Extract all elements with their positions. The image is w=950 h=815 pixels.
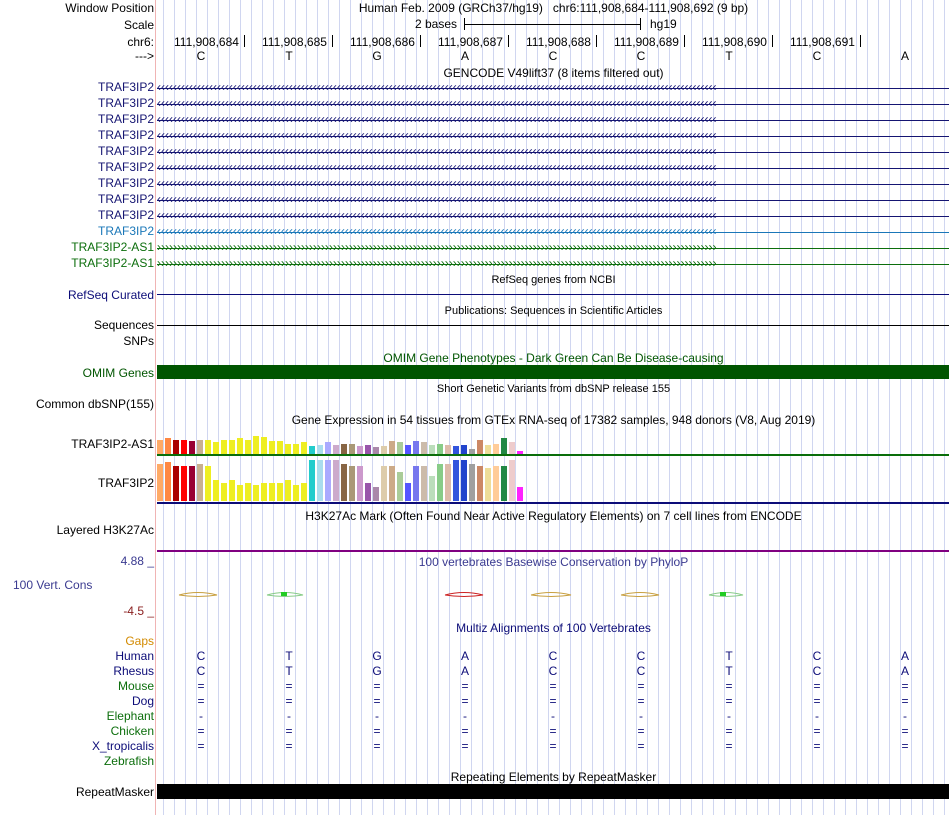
gtex-tissue-bar[interactable] [477, 440, 483, 454]
gtex-tissue-bar[interactable] [501, 466, 507, 501]
gtex-tissue-bar[interactable] [301, 442, 307, 454]
gtex-tissue-bar[interactable] [237, 485, 243, 501]
species-label[interactable]: X_tropicalis [91, 739, 154, 753]
aligned-base: C [196, 664, 206, 678]
aligned-base: - [375, 709, 379, 723]
gtex-tissue-bar[interactable] [333, 460, 339, 501]
sequences-track-line [157, 325, 949, 326]
gtex-tissue-bar[interactable] [253, 436, 259, 454]
gtex-tissue-bar[interactable] [221, 440, 227, 454]
gtex-tissue-bar[interactable] [293, 444, 299, 454]
gtex-tissue-bar[interactable] [213, 442, 219, 454]
position-tick [332, 35, 333, 47]
gtex-tissue-bar[interactable] [285, 444, 291, 454]
aligned-base: = [813, 679, 821, 693]
gtex-tissue-bar[interactable] [517, 487, 523, 501]
aligned-base: T [285, 664, 293, 678]
position-tick [596, 35, 597, 47]
aligned-base: = [461, 724, 469, 738]
gtex-tissue-bar[interactable] [421, 466, 427, 501]
aligned-base: - [551, 709, 555, 723]
aligned-base: = [285, 724, 293, 738]
gtex-tissue-bar[interactable] [237, 438, 243, 454]
gtex-tissue-bar[interactable] [357, 446, 363, 454]
gtex-tissue-bar[interactable] [445, 464, 451, 501]
strand-label: ---> [135, 49, 154, 63]
aligned-base: = [901, 694, 909, 708]
gtex-tissue-bar[interactable] [453, 446, 459, 454]
gencode-transcript[interactable] [157, 97, 949, 111]
omim-label[interactable]: OMIM Genes [82, 366, 154, 380]
gtex-tissue-bar[interactable] [429, 476, 435, 501]
aligned-base: = [373, 679, 381, 693]
aligned-base: - [199, 709, 203, 723]
aligned-base: A [460, 649, 469, 663]
aligned-base: C [812, 664, 822, 678]
h3k27ac-track-line [157, 550, 949, 552]
scale-tick-right [640, 18, 641, 30]
gencode-row-label[interactable]: TRAF3IP2 [97, 128, 154, 142]
gencode-row-label[interactable]: TRAF3IP2 [97, 160, 154, 174]
reverse-strand-arrows: ‹‹‹‹‹‹‹‹‹‹‹‹‹‹‹‹‹‹‹‹‹‹‹‹‹‹‹‹‹‹‹‹‹‹‹‹‹‹‹‹‹‹‹‹‹‹‹‹‹‹‹‹‹‹‹‹‹‹‹‹‹‹‹‹‹‹‹‹‹‹‹‹‹‹‹‹‹‹‹‹‹‹‹‹‹‹‹‹‹‹‹‹‹‹‹‹‹‹‹‹‹‹‹‹‹‹‹‹‹‹‹‹‹‹‹‹‹‹‹‹‹‹‹‹‹‹‹‹‹‹‹‹‹‹‹‹‹‹‹‹ [157, 193, 717, 206]
reference-base: C [548, 49, 558, 63]
species-label[interactable]: Mouse [117, 679, 154, 693]
aligned-base: = [813, 739, 821, 753]
gtex-tissue-bar[interactable] [277, 483, 283, 501]
position-tick-label: 111,908,690 [702, 35, 767, 49]
publications-title[interactable]: Publications: Sequences in Scientific Articles [444, 305, 663, 317]
aligned-base: = [901, 739, 909, 753]
reference-base: C [636, 49, 646, 63]
label-separator [155, 0, 156, 815]
gtex-tissue-bar[interactable] [349, 444, 355, 454]
gtex-tissue-bar[interactable] [181, 466, 187, 501]
gencode-row-label[interactable]: TRAF3IP2 [97, 112, 154, 126]
gtex-tissue-bar[interactable] [437, 444, 443, 454]
repeatmasker-label[interactable]: RepeatMasker [75, 785, 154, 799]
aligned-base: = [373, 739, 381, 753]
gtex-tissue-bar[interactable] [437, 464, 443, 501]
gencode-transcript[interactable] [157, 225, 949, 239]
aligned-base: = [725, 679, 733, 693]
aligned-base: = [285, 694, 293, 708]
chrom-label: chr6: [127, 35, 154, 49]
gtex-tissue-bar[interactable] [405, 483, 411, 501]
species-label[interactable]: Zebrafish [103, 754, 154, 768]
gtex-tissue-bar[interactable] [381, 466, 387, 501]
aligned-base: - [463, 709, 467, 723]
gtex-tissue-bar[interactable] [341, 444, 347, 454]
aligned-base: T [725, 649, 733, 663]
aligned-base: C [548, 649, 558, 663]
aligned-base: = [461, 679, 469, 693]
position-tick-label: 111,908,688 [526, 35, 591, 49]
position-tick [244, 35, 245, 47]
gtex-tissue-bar[interactable] [397, 442, 403, 454]
gtex-tissue-bar[interactable] [469, 464, 475, 501]
h3k27ac-title[interactable]: H3K27Ac Mark (Often Found Near Active Regulatory Elements) on 7 cell lines from ENCODE [305, 509, 802, 523]
species-label[interactable]: Chicken [110, 724, 154, 738]
gtex-as1-bars[interactable] [157, 428, 557, 454]
phylop-graph[interactable] [157, 585, 949, 605]
omim-gene-bar[interactable] [157, 365, 949, 379]
h3k27ac-label[interactable]: Layered H3K27Ac [56, 523, 154, 537]
gtex-title[interactable]: Gene Expression in 54 tissues from GTEx RNA-seq of 17382 samples, 948 donors (V8, Aug 2019) [291, 413, 816, 427]
aligned-base: = [637, 724, 645, 738]
position-tick [508, 35, 509, 47]
aligned-base: G [372, 664, 382, 678]
reference-base: A [460, 49, 469, 63]
position-tick-label: 111,908,686 [350, 35, 415, 49]
gtex-tissue-bar[interactable] [485, 468, 491, 501]
aligned-base: = [637, 679, 645, 693]
gtex-tissue-bar[interactable] [245, 483, 251, 501]
aligned-base: = [725, 739, 733, 753]
gtex-label-gene[interactable]: TRAF3IP2 [97, 476, 154, 490]
aligned-base: - [815, 709, 819, 723]
aligned-base: C [196, 649, 206, 663]
gencode-row-label[interactable]: TRAF3IP2 [97, 208, 154, 222]
gtex-tissue-bar[interactable] [413, 466, 419, 501]
phylop-score-mark [445, 593, 483, 597]
gtex-tissue-bar[interactable] [317, 460, 323, 501]
omim-title[interactable]: OMIM Gene Phenotypes - Dark Green Can Be Disease-causing [383, 351, 724, 365]
species-label[interactable]: Dog [131, 694, 154, 708]
gtex-tissue-bar[interactable] [421, 442, 427, 454]
reference-base: G [372, 49, 382, 63]
phylop-max-label: 4.88 _ [120, 554, 154, 568]
reverse-strand-arrows: ‹‹‹‹‹‹‹‹‹‹‹‹‹‹‹‹‹‹‹‹‹‹‹‹‹‹‹‹‹‹‹‹‹‹‹‹‹‹‹‹‹‹‹‹‹‹‹‹‹‹‹‹‹‹‹‹‹‹‹‹‹‹‹‹‹‹‹‹‹‹‹‹‹‹‹‹‹‹‹‹‹‹‹‹‹‹‹‹‹‹‹‹‹‹‹‹‹‹‹‹‹‹‹‹‹‹‹‹‹‹‹‹‹‹‹‹‹‹‹‹‹‹‹‹‹‹‹‹‹‹‹‹‹‹‹‹‹‹‹‹ [157, 161, 717, 174]
reference-base: T [285, 49, 293, 63]
gencode-transcript[interactable] [157, 145, 949, 159]
gtex-label-as1[interactable]: TRAF3IP2-AS1 [71, 437, 154, 451]
aligned-base: = [901, 679, 909, 693]
position-tick-label: 111,908,687 [438, 35, 503, 49]
gtex-tissue-bar[interactable] [373, 447, 379, 454]
refseq-title[interactable]: RefSeq genes from NCBI [491, 274, 616, 286]
scale-tick-left [464, 18, 465, 30]
gencode-transcript[interactable] [157, 113, 949, 127]
gtex-gene-bars[interactable] [157, 460, 557, 501]
snps-label[interactable]: SNPs [123, 334, 154, 348]
gtex-tissue-bar[interactable] [509, 442, 515, 454]
gtex-tissue-bar[interactable] [405, 445, 411, 454]
forward-strand-arrows: ›››››››››››››››››››››››››››››››››››››››››››››››››››››››››››››››››››››››››››››››››››››››››››››››››››››››››››››››››››››››››››››››››››››››››››› [157, 257, 717, 270]
gencode-transcript[interactable] [157, 161, 949, 175]
gtex-tissue-bar[interactable] [173, 440, 179, 454]
window-position-value: Human Feb. 2009 (GRCh37/hg19) chr6:111,908,684-111,908,692 (9 bp) [358, 1, 749, 15]
gtex-tissue-bar[interactable] [285, 480, 291, 501]
position-tick-label: 111,908,685 [262, 35, 327, 49]
gtex-tissue-bar[interactable] [477, 466, 483, 501]
gtex-tissue-bar[interactable] [381, 446, 387, 454]
position-tick [860, 35, 861, 47]
forward-strand-arrows: ›››››››››››››››››››››››››››››››››››››››››››››››››››››››››››››››››››››››››››››››››››››››››››››››››››››››››››››››››››››››››››››››››››››››››››› [157, 241, 717, 254]
aligned-base: = [813, 724, 821, 738]
gtex-tissue-bar[interactable] [221, 483, 227, 501]
reverse-strand-arrows: ‹‹‹‹‹‹‹‹‹‹‹‹‹‹‹‹‹‹‹‹‹‹‹‹‹‹‹‹‹‹‹‹‹‹‹‹‹‹‹‹‹‹‹‹‹‹‹‹‹‹‹‹‹‹‹‹‹‹‹‹‹‹‹‹‹‹‹‹‹‹‹‹‹‹‹‹‹‹‹‹‹‹‹‹‹‹‹‹‹‹‹‹‹‹‹‹‹‹‹‹‹‹‹‹‹‹‹‹‹‹‹‹‹‹‹‹‹‹‹‹‹‹‹‹‹‹‹‹‹‹‹‹‹‹‹‹‹‹‹‹ [157, 225, 717, 238]
reverse-strand-arrows: ‹‹‹‹‹‹‹‹‹‹‹‹‹‹‹‹‹‹‹‹‹‹‹‹‹‹‹‹‹‹‹‹‹‹‹‹‹‹‹‹‹‹‹‹‹‹‹‹‹‹‹‹‹‹‹‹‹‹‹‹‹‹‹‹‹‹‹‹‹‹‹‹‹‹‹‹‹‹‹‹‹‹‹‹‹‹‹‹‹‹‹‹‹‹‹‹‹‹‹‹‹‹‹‹‹‹‹‹‹‹‹‹‹‹‹‹‹‹‹‹‹‹‹‹‹‹‹‹‹‹‹‹‹‹‹‹‹‹‹‹ [157, 209, 717, 222]
gtex-tissue-bar[interactable] [357, 466, 363, 501]
position-tick-label: 111,908,689 [614, 35, 679, 49]
reverse-strand-arrows: ‹‹‹‹‹‹‹‹‹‹‹‹‹‹‹‹‹‹‹‹‹‹‹‹‹‹‹‹‹‹‹‹‹‹‹‹‹‹‹‹‹‹‹‹‹‹‹‹‹‹‹‹‹‹‹‹‹‹‹‹‹‹‹‹‹‹‹‹‹‹‹‹‹‹‹‹‹‹‹‹‹‹‹‹‹‹‹‹‹‹‹‹‹‹‹‹‹‹‹‹‹‹‹‹‹‹‹‹‹‹‹‹‹‹‹‹‹‹‹‹‹‹‹‹‹‹‹‹‹‹‹‹‹‹‹‹‹‹‹‹ [157, 129, 717, 142]
position-tick [772, 35, 773, 47]
gtex-tissue-bar[interactable] [317, 445, 323, 454]
gencode-row-label[interactable]: TRAF3IP2-AS1 [71, 240, 154, 254]
gtex-tissue-bar[interactable] [229, 440, 235, 454]
position-tick-label: 111,908,691 [790, 35, 855, 49]
gtex-tissue-bar[interactable] [197, 464, 203, 501]
gtex-tissue-bar[interactable] [301, 483, 307, 501]
phylop-score-mark [720, 592, 726, 596]
reference-base: A [900, 49, 909, 63]
gtex-as1-baseline [157, 454, 949, 456]
refseq-track-line [157, 294, 949, 295]
gencode-title[interactable]: GENCODE V49lift37 (8 items filtered out) [443, 66, 664, 80]
aligned-base: = [725, 724, 733, 738]
gtex-tissue-bar[interactable] [333, 445, 339, 454]
aligned-base: C [548, 664, 558, 678]
scale-value: 2 bases [415, 17, 458, 31]
gencode-row-label[interactable]: TRAF3IP2-AS1 [71, 256, 154, 270]
gtex-tissue-bar[interactable] [253, 485, 259, 501]
gtex-tissue-bar[interactable] [429, 445, 435, 454]
species-label[interactable]: Elephant [106, 709, 154, 723]
gtex-tissue-bar[interactable] [245, 440, 251, 454]
phylop-min-label: -4.5 _ [123, 604, 154, 618]
reverse-strand-arrows: ‹‹‹‹‹‹‹‹‹‹‹‹‹‹‹‹‹‹‹‹‹‹‹‹‹‹‹‹‹‹‹‹‹‹‹‹‹‹‹‹‹‹‹‹‹‹‹‹‹‹‹‹‹‹‹‹‹‹‹‹‹‹‹‹‹‹‹‹‹‹‹‹‹‹‹‹‹‹‹‹‹‹‹‹‹‹‹‹‹‹‹‹‹‹‹‹‹‹‹‹‹‹‹‹‹‹‹‹‹‹‹‹‹‹‹‹‹‹‹‹‹‹‹‹‹‹‹‹‹‹‹‹‹‹‹‹‹‹‹‹ [157, 81, 717, 94]
gtex-tissue-bar[interactable] [365, 445, 371, 454]
aligned-base: = [725, 694, 733, 708]
gtex-tissue-bar[interactable] [309, 460, 315, 501]
species-label[interactable]: Rhesus [113, 664, 154, 678]
dbsnp-title[interactable]: Short Genetic Variants from dbSNP release 155 [436, 383, 671, 395]
aligned-base: = [901, 724, 909, 738]
gaps-label[interactable]: Gaps [125, 634, 154, 648]
reference-base: C [196, 49, 206, 63]
gtex-tissue-bar[interactable] [413, 441, 419, 454]
aligned-base: = [373, 694, 381, 708]
scale-label: Scale [123, 18, 154, 32]
refseq-label[interactable]: RefSeq Curated [67, 288, 154, 302]
aligned-base: T [285, 649, 293, 663]
gtex-tissue-bar[interactable] [325, 460, 331, 501]
gtex-tissue-bar[interactable] [461, 445, 467, 454]
gencode-transcript[interactable] [157, 257, 949, 271]
gtex-tissue-bar[interactable] [165, 462, 171, 501]
gencode-transcript[interactable] [157, 241, 949, 255]
gtex-tissue-bar[interactable] [389, 466, 395, 501]
gtex-tissue-bar[interactable] [181, 440, 187, 454]
gencode-row-label[interactable]: TRAF3IP2 [97, 144, 154, 158]
gtex-tissue-bar[interactable] [509, 460, 515, 501]
window-position-label: Window Position [65, 1, 154, 15]
gtex-tissue-bar[interactable] [501, 438, 507, 454]
aligned-base: = [461, 694, 469, 708]
aligned-base: - [287, 709, 291, 723]
gtex-tissue-bar[interactable] [197, 440, 203, 454]
aligned-base: = [813, 694, 821, 708]
scale-assembly: hg19 [650, 17, 677, 31]
gencode-row-label[interactable]: TRAF3IP2 [97, 96, 154, 110]
aligned-base: = [549, 694, 557, 708]
aligned-base: = [461, 739, 469, 753]
gtex-tissue-bar[interactable] [309, 446, 315, 454]
gencode-transcript[interactable] [157, 81, 949, 95]
gtex-tissue-bar[interactable] [157, 464, 163, 501]
gtex-tissue-bar[interactable] [269, 441, 275, 454]
gtex-tissue-bar[interactable] [205, 466, 211, 501]
reference-base: C [812, 49, 822, 63]
sequences-label[interactable]: Sequences [93, 318, 154, 332]
gtex-tissue-bar[interactable] [165, 438, 171, 454]
gencode-transcript[interactable] [157, 129, 949, 143]
gtex-tissue-bar[interactable] [373, 487, 379, 501]
phylop-score-mark [179, 593, 217, 597]
gtex-tissue-bar[interactable] [325, 442, 331, 454]
gencode-row-label[interactable]: TRAF3IP2 [97, 192, 154, 206]
aligned-base: G [372, 649, 382, 663]
aligned-base: = [197, 679, 205, 693]
gencode-row-label[interactable]: TRAF3IP2 [97, 80, 154, 94]
aligned-base: = [549, 724, 557, 738]
reverse-strand-arrows: ‹‹‹‹‹‹‹‹‹‹‹‹‹‹‹‹‹‹‹‹‹‹‹‹‹‹‹‹‹‹‹‹‹‹‹‹‹‹‹‹‹‹‹‹‹‹‹‹‹‹‹‹‹‹‹‹‹‹‹‹‹‹‹‹‹‹‹‹‹‹‹‹‹‹‹‹‹‹‹‹‹‹‹‹‹‹‹‹‹‹‹‹‹‹‹‹‹‹‹‹‹‹‹‹‹‹‹‹‹‹‹‹‹‹‹‹‹‹‹‹‹‹‹‹‹‹‹‹‹‹‹‹‹‹‹‹‹‹‹‹ [157, 97, 717, 110]
gtex-tissue-bar[interactable] [461, 460, 467, 501]
dbsnp-label[interactable]: Common dbSNP(155) [35, 397, 154, 411]
gtex-tissue-bar[interactable] [229, 480, 235, 501]
gencode-row-label[interactable]: TRAF3IP2 [97, 224, 154, 238]
gtex-tissue-bar[interactable] [277, 441, 283, 454]
aligned-base: - [903, 709, 907, 723]
gtex-tissue-bar[interactable] [189, 466, 195, 501]
gtex-tissue-bar[interactable] [157, 440, 163, 454]
aligned-base: - [727, 709, 731, 723]
aligned-base: = [637, 694, 645, 708]
reverse-strand-arrows: ‹‹‹‹‹‹‹‹‹‹‹‹‹‹‹‹‹‹‹‹‹‹‹‹‹‹‹‹‹‹‹‹‹‹‹‹‹‹‹‹‹‹‹‹‹‹‹‹‹‹‹‹‹‹‹‹‹‹‹‹‹‹‹‹‹‹‹‹‹‹‹‹‹‹‹‹‹‹‹‹‹‹‹‹‹‹‹‹‹‹‹‹‹‹‹‹‹‹‹‹‹‹‹‹‹‹‹‹‹‹‹‹‹‹‹‹‹‹‹‹‹‹‹‹‹‹‹‹‹‹‹‹‹‹‹‹‹‹‹‹ [157, 145, 717, 158]
repeatmasker-title[interactable]: Repeating Elements by RepeatMasker [450, 770, 657, 784]
aligned-base: = [637, 739, 645, 753]
aligned-base: T [725, 664, 733, 678]
multiz-title[interactable]: Multiz Alignments of 100 Vertebrates [456, 621, 651, 635]
aligned-base: - [639, 709, 643, 723]
gtex-tissue-bar[interactable] [293, 485, 299, 501]
position-tick [684, 35, 685, 47]
scale-line [464, 24, 641, 25]
phylop-label[interactable]: 100 Vert. Cons [13, 578, 93, 592]
gtex-tissue-bar[interactable] [173, 466, 179, 501]
gencode-row-label[interactable]: TRAF3IP2 [97, 176, 154, 190]
gtex-tissue-bar[interactable] [189, 441, 195, 454]
gencode-transcript[interactable] [157, 177, 949, 191]
position-tick-label: 111,908,684 [174, 35, 239, 49]
gencode-transcript[interactable] [157, 209, 949, 223]
aligned-base: = [285, 739, 293, 753]
reverse-strand-arrows: ‹‹‹‹‹‹‹‹‹‹‹‹‹‹‹‹‹‹‹‹‹‹‹‹‹‹‹‹‹‹‹‹‹‹‹‹‹‹‹‹‹‹‹‹‹‹‹‹‹‹‹‹‹‹‹‹‹‹‹‹‹‹‹‹‹‹‹‹‹‹‹‹‹‹‹‹‹‹‹‹‹‹‹‹‹‹‹‹‹‹‹‹‹‹‹‹‹‹‹‹‹‹‹‹‹‹‹‹‹‹‹‹‹‹‹‹‹‹‹‹‹‹‹‹‹‹‹‹‹‹‹‹‹‹‹‹‹‹‹‹ [157, 177, 717, 190]
aligned-base: A [460, 664, 469, 678]
position-tick [420, 35, 421, 47]
phylop-score-mark [531, 593, 571, 597]
aligned-base: = [197, 724, 205, 738]
aligned-base: A [900, 664, 909, 678]
aligned-base: = [373, 724, 381, 738]
gtex-tissue-bar[interactable] [453, 460, 459, 501]
gtex-tissue-bar[interactable] [485, 445, 491, 454]
reverse-strand-arrows: ‹‹‹‹‹‹‹‹‹‹‹‹‹‹‹‹‹‹‹‹‹‹‹‹‹‹‹‹‹‹‹‹‹‹‹‹‹‹‹‹‹‹‹‹‹‹‹‹‹‹‹‹‹‹‹‹‹‹‹‹‹‹‹‹‹‹‹‹‹‹‹‹‹‹‹‹‹‹‹‹‹‹‹‹‹‹‹‹‹‹‹‹‹‹‹‹‹‹‹‹‹‹‹‹‹‹‹‹‹‹‹‹‹‹‹‹‹‹‹‹‹‹‹‹‹‹‹‹‹‹‹‹‹‹‹‹‹‹‹‹ [157, 113, 717, 126]
gtex-gene-baseline [157, 502, 949, 504]
gtex-tissue-bar[interactable] [261, 437, 267, 454]
aligned-base: = [197, 694, 205, 708]
repeatmasker-bar[interactable] [157, 784, 949, 799]
aligned-base: C [812, 649, 822, 663]
reference-base: T [725, 49, 733, 63]
phylop-score-mark [621, 593, 659, 597]
aligned-base: A [900, 649, 909, 663]
gencode-transcript[interactable] [157, 193, 949, 207]
gtex-tissue-bar[interactable] [493, 466, 499, 501]
gtex-tissue-bar[interactable] [397, 472, 403, 501]
aligned-base: = [549, 679, 557, 693]
gtex-tissue-bar[interactable] [269, 483, 275, 501]
aligned-base: = [285, 679, 293, 693]
gtex-tissue-bar[interactable] [349, 466, 355, 501]
aligned-base: = [549, 739, 557, 753]
gtex-tissue-bar[interactable] [341, 464, 347, 501]
aligned-base: C [636, 664, 646, 678]
phylop-score-mark [281, 592, 287, 596]
gtex-tissue-bar[interactable] [389, 441, 395, 454]
aligned-base: = [197, 739, 205, 753]
aligned-base: C [636, 649, 646, 663]
gtex-tissue-bar[interactable] [205, 440, 211, 454]
gtex-tissue-bar[interactable] [445, 445, 451, 454]
species-label[interactable]: Human [115, 649, 154, 663]
gtex-tissue-bar[interactable] [213, 480, 219, 501]
gtex-tissue-bar[interactable] [365, 483, 371, 501]
gtex-tissue-bar[interactable] [493, 444, 499, 454]
gtex-tissue-bar[interactable] [261, 483, 267, 501]
phylop-title[interactable]: 100 vertebrates Basewise Conservation by PhyloP [418, 555, 689, 569]
